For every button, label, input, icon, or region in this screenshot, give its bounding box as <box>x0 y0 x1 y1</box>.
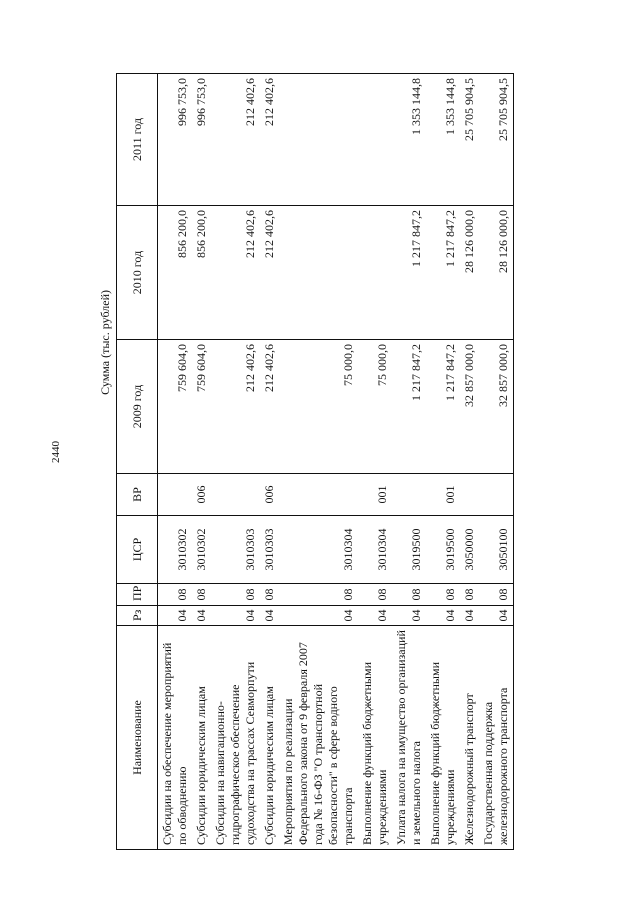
table-row <box>392 74 426 850</box>
table-body <box>158 74 514 850</box>
cell-2011: 996 753,0 <box>158 74 193 206</box>
cell-name: Субсидии на обеспечение мероприятий по обводнению <box>158 626 193 850</box>
cell-name: Выполнение функций бюджетными учреждениями <box>358 626 392 850</box>
header-vr: ВР <box>117 474 158 516</box>
cell-csr: 3010302 <box>158 516 193 584</box>
cell-2010: 856 200,0 <box>158 206 193 340</box>
cell-2011: 212 402,6 <box>211 74 260 206</box>
cell-2010: 212 402,6 <box>211 206 260 340</box>
table-row <box>460 74 479 850</box>
table-row <box>211 74 260 850</box>
cell-name: Субсидии на навигационно-гидрографическое обеспечение судоходства на трассах Севморпути <box>211 626 260 850</box>
table-row <box>279 74 358 850</box>
cell-pr: 08 <box>358 584 392 606</box>
cell-csr: 3010303 <box>211 516 260 584</box>
budget-table-region <box>96 78 640 850</box>
cell-csr: 3019500 <box>392 516 426 584</box>
cell-pr: 08 <box>426 584 460 606</box>
cell-2009: 1 217 847,2 <box>426 340 460 474</box>
units-label: Сумма (тыс. рублей) <box>98 290 112 395</box>
cell-name: Выполнение функций бюджетными учреждениями <box>426 626 460 850</box>
table-row <box>479 74 514 850</box>
cell-csr: 3010304 <box>358 516 392 584</box>
cell-vr <box>460 474 479 516</box>
cell-csr: 3050100 <box>479 516 514 584</box>
cell-vr <box>211 474 260 516</box>
cell-pr: 08 <box>479 584 514 606</box>
cell-pr: 08 <box>158 584 193 606</box>
page-number: 2440 <box>50 441 62 463</box>
cell-pr: 08 <box>211 584 260 606</box>
cell-name: Железнодорожный транспорт <box>460 626 479 850</box>
cell-vr: 006 <box>260 474 279 516</box>
cell-csr: 3010303 <box>260 516 279 584</box>
header-pr: ПР <box>117 584 158 606</box>
cell-pr: 08 <box>260 584 279 606</box>
table-row <box>260 74 279 850</box>
cell-csr: 3019500 <box>426 516 460 584</box>
cell-2011 <box>279 74 358 206</box>
cell-rz: 04 <box>426 606 460 626</box>
cell-rz: 04 <box>192 606 211 626</box>
cell-csr: 3010302 <box>192 516 211 584</box>
cell-2009: 212 402,6 <box>211 340 260 474</box>
cell-rz: 04 <box>260 606 279 626</box>
cell-vr: 001 <box>426 474 460 516</box>
cell-name: Субсидии юридическим лицам <box>260 626 279 850</box>
cell-rz: 04 <box>279 606 358 626</box>
cell-pr: 08 <box>279 584 358 606</box>
cell-name: Субсидии юридическим лицам <box>192 626 211 850</box>
cell-rz: 04 <box>479 606 514 626</box>
table-row <box>192 74 211 850</box>
header-csr: ЦСР <box>117 516 158 584</box>
budget-table <box>116 73 514 850</box>
table-header-row <box>117 74 158 850</box>
cell-2011: 1 353 144,8 <box>426 74 460 206</box>
cell-2011 <box>358 74 392 206</box>
table-row <box>358 74 392 850</box>
cell-2011: 212 402,6 <box>260 74 279 206</box>
cell-2011: 996 753,0 <box>192 74 211 206</box>
cell-rz: 04 <box>392 606 426 626</box>
cell-2010 <box>279 206 358 340</box>
cell-vr: 006 <box>192 474 211 516</box>
cell-2010: 28 126 000,0 <box>479 206 514 340</box>
cell-vr <box>279 474 358 516</box>
header-2010: 2010 год <box>117 206 158 340</box>
cell-rz: 04 <box>211 606 260 626</box>
cell-2010: 28 126 000,0 <box>460 206 479 340</box>
cell-2009: 32 857 000,0 <box>460 340 479 474</box>
cell-2010: 212 402,6 <box>260 206 279 340</box>
cell-2010: 1 217 847,2 <box>392 206 426 340</box>
cell-pr: 08 <box>392 584 426 606</box>
cell-2011: 25 705 904,5 <box>479 74 514 206</box>
table-row <box>158 74 193 850</box>
cell-name: Мероприятия по реализации Федерального закона от 9 февраля 2007 года № 16-ФЗ "О транспортной безопасности" в сфере водного транспорта <box>279 626 358 850</box>
cell-rz: 04 <box>158 606 193 626</box>
cell-2011: 25 705 904,5 <box>460 74 479 206</box>
cell-pr: 08 <box>192 584 211 606</box>
cell-pr: 08 <box>460 584 479 606</box>
cell-name: Уплата налога на имущество организаций и земельного налога <box>392 626 426 850</box>
header-name: Наименование <box>117 626 158 850</box>
cell-vr <box>158 474 193 516</box>
header-2011: 2011 год <box>117 74 158 206</box>
cell-2009: 75 000,0 <box>358 340 392 474</box>
cell-2009: 212 402,6 <box>260 340 279 474</box>
cell-vr: 001 <box>358 474 392 516</box>
cell-2009: 75 000,0 <box>279 340 358 474</box>
cell-2011: 1 353 144,8 <box>392 74 426 206</box>
cell-2010: 856 200,0 <box>192 206 211 340</box>
cell-2009: 1 217 847,2 <box>392 340 426 474</box>
table-row <box>426 74 460 850</box>
cell-2009: 32 857 000,0 <box>479 340 514 474</box>
cell-csr: 3010304 <box>279 516 358 584</box>
cell-csr: 3050000 <box>460 516 479 584</box>
cell-2010: 1 217 847,2 <box>426 206 460 340</box>
cell-name: Государственная поддержка железнодорожного транспорта <box>479 626 514 850</box>
cell-vr <box>392 474 426 516</box>
cell-2009: 759 604,0 <box>158 340 193 474</box>
cell-2010 <box>358 206 392 340</box>
header-rz: Рз <box>117 606 158 626</box>
cell-2009: 759 604,0 <box>192 340 211 474</box>
cell-vr <box>479 474 514 516</box>
cell-rz: 04 <box>460 606 479 626</box>
cell-rz: 04 <box>358 606 392 626</box>
header-2009: 2009 год <box>117 340 158 474</box>
